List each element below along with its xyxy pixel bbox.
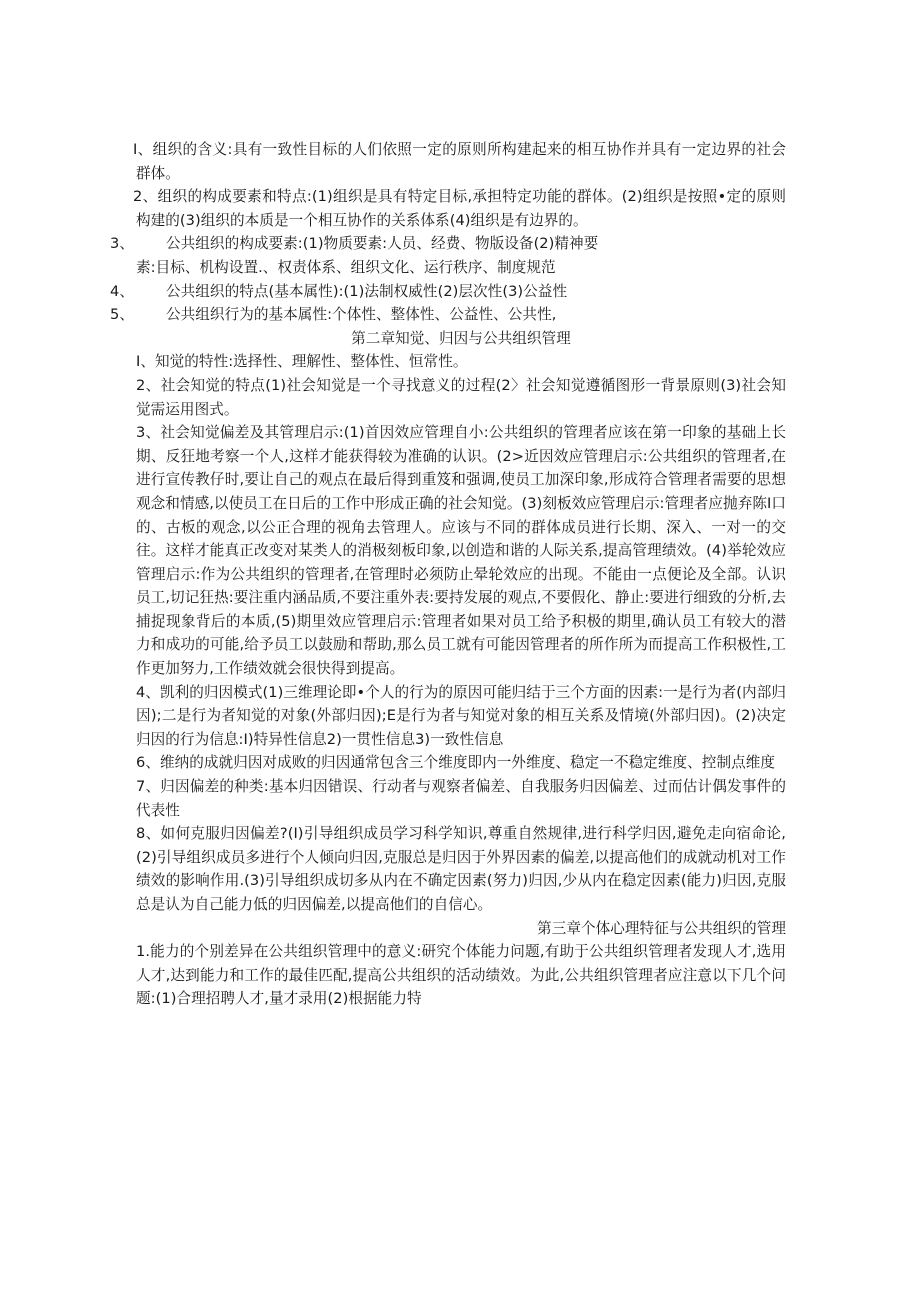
list-number: 3、 — [110, 235, 134, 253]
list-number: 5、 — [110, 306, 134, 324]
list-item-5 — [110, 303, 786, 327]
paragraph-ability-differences: 1.能力的个别差异在公共组织管理中的意义:研究个体能力问题,有助于公共组织管理者发现人才,选用人才,达到能力和工作的最佳匹配,提高公共组织的活动绩效。为此,公共组织管理者应注意以下几个问题:(1)合理招聘人才,量才录用(2)根据能力特 — [136, 943, 786, 1008]
paragraph-social-perception: 2、社会知觉的特点(1)社会知觉是一个寻找意义的过程(2〉社会知觉遵循图形一背景原则(3)社会知觉需运用图式。 — [136, 376, 786, 418]
list-text: 公共组织行为的基本属性:个体性、整体性、公益性、公共性, — [166, 306, 557, 324]
paragraph-perception-traits: I、知觉的特性:选择性、理解性、整体性、恒常性。 — [136, 353, 468, 371]
chapter-3-heading: 第三章个体心理特征与公共组织的管理 — [537, 919, 786, 937]
document-body — [110, 138, 786, 1011]
list-item-4 — [110, 280, 786, 304]
list-text: 公共组织的特点(基本属性):(1)法制权威性(2)层次性(3)公益性 — [166, 282, 568, 300]
paragraph-perception-bias: 3、社会知觉偏差及其管理启示:(1)首因效应管理自小:公共组织的管理者应该在第一印象的基础上长期、反狂地考察一个人,这样才能获得较为准确的认识。(2>近因效应管理启示:公共组织的管理者,在进行宣传教仔时,要让自己的观点在最后得到重笈和强调,使员工加深印象,形成符合管理者需要的思想观念和情感,以使员工在日后的工作中形成正确的社会知觉。(3)刻板效应管理启示:管理者应抛弃陈I口的、古板的观念,以公正合理的视角去管理人。应该与不同的群体成员进行长期、深入、一对一的交往。这样才能真正改变对某类人的消极刻板印象,以创造和谐的人际关系,提高管理绩效。(4)举轮效应管理启示:作为公共组织的管理者,在管理时必须防止晕轮效应的出现。不能由一点便论及全部。认识员工,切记狂热:要注重内涵品质,不要注重外表:要持发展的观点,不要假化、静止:要进行细致的分析,去捕捉现象背后的本质,(5)期里效应管理启示:管理者如果对员工给予积极的期里,确认员工有较大的潜力和成功的可能,给予员工以鼓励和帮助,那么员工就有可能因管理者的所作所为而提高工作积极性,工作更加努力,工作绩效就会很快得到提高。 — [136, 424, 786, 678]
paragraph-organization-elements: 2、组织的构成要素和特点:(1)组织是具有特定目标,承担特定功能的群体。(2)组织是按照•定的原则构建的(3)组织的本质是一个相互协作的关系体系(4)组织是有边界的。 — [133, 188, 786, 229]
paragraph-organization-definition: I、组织的含义:具有一致性目标的人们依照一定的原则所构建起来的相互协作并具有一定边界的社会群体。 — [133, 141, 786, 182]
list-text: 公共组织的构成要素:(1)物质要素:人员、经费、物版设备(2)精神要 — [166, 235, 599, 253]
paragraph-overcome-bias: 8、如何克服归因偏差?(I)引导组织成员学习科学知识,尊重自然规律,进行科学归因,避免走向宿命论,(2)引导组织成员多进行个人倾向归因,克服总是归因于外界因素的偏差,以提高他们的成就动机对工作绩效的影响作用.(3)引导组织成切多从内在不确定因素(努力)归因,少从内在稳定因素(能力)归因,克服总是认为自己能力低的归因偏差,以提高他们的自信心。 — [136, 825, 786, 913]
paragraph-weiner-attribution: 6、维纳的成就归因对成败的归因通常包含三个维度即内一外维度、稳定一不稳定维度、控制点维度 — [136, 754, 776, 772]
list-number: 4、 — [110, 282, 134, 300]
paragraph-attribution-bias-types: 7、归因偏差的种类:基本归因错误、行动者与观察者偏差、自我服务归因偏差、过而估计偶发事件的代表性 — [136, 778, 786, 819]
chapter-2-heading: 第二章知觉、归因与公共组织管理 — [351, 329, 571, 347]
list-item-3 — [110, 232, 786, 256]
list-item-3-continuation: 素:目标、机构设置.、权责体系、组织文化、运行秩序、制度规范 — [136, 258, 556, 276]
paragraph-kelley-attribution: 4、凯利的归因模式(1)三维理论即•个人的行为的原因可能归结于三个方面的因素:一是行为者(内部归因);二是行为者知觉的对象(外部归因);E是行为者与知觉对象的相互关系及情境(外部归因)。(2)决定归因的行为信息:I)特异性信息2)一贯性信息3)一致性信息 — [136, 683, 786, 748]
